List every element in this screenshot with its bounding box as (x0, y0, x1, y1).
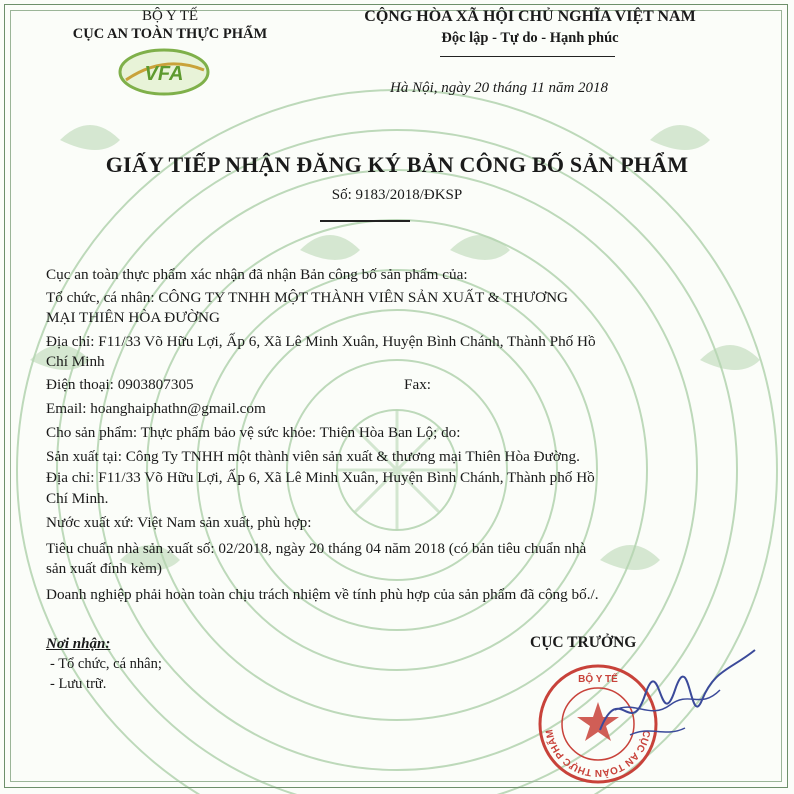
email-text: Email: hoanghaiphathn@gmail.com (46, 400, 266, 417)
issuer-header (40, 8, 300, 43)
fax-label: Fax: (404, 376, 432, 393)
product-text: Cho sản phẩm: Thực phẩm bảo vệ sức khỏe: Thiên Hòa Ban Lộ; do: (46, 424, 461, 441)
standard-line-2: sản xuất đính kèm) (46, 560, 162, 577)
organization-line-2: MẠI THIÊN HÒA ĐƯỜNG (46, 309, 220, 326)
document-number: Số: 9183/2018/ĐKSP (331, 187, 463, 203)
country-name: CỘNG HÒA XÃ HỘI CHỦ NGHĨA VIỆT NAM (364, 8, 696, 25)
producer-address-line-2: Chí Minh. (46, 490, 109, 507)
seal-top-text: BỘ Y TẾ (578, 674, 618, 685)
producer-text: Sản xuất tại: Công Ty TNHH một thành viên sản xuất & thương mại Thiên Hòa Đường. (46, 448, 580, 465)
address-line-1: Địa chỉ: F11/33 Võ Hữu Lợi, Ấp 6, Xã Lê Minh Xuân, Huyện Bình Chánh, Thành Phố Hồ (46, 333, 596, 350)
signer-role: CỤC TRƯỞNG (530, 634, 637, 651)
logo-text: VFA (144, 63, 184, 85)
vfa-logo (116, 46, 212, 98)
origin-text: Nước xuất xứ: Việt Nam sản xuất, phù hợp: (46, 514, 312, 531)
number-underline (320, 220, 410, 222)
ministry-name: BỘ Y TẾ (141, 8, 199, 24)
recipients-title: Nơi nhận: (46, 636, 111, 652)
phone-text: Điện thoại: 0903807305 (46, 376, 194, 393)
handwritten-signature (590, 640, 760, 750)
intro-text: Cục an toàn thực phẩm xác nhận đã nhận Bản công bố sản phẩm của: (46, 266, 468, 283)
producer-address-line-1: Địa chỉ: F11/33 Võ Hữu Lợi, Ấp 6, Xã Lê Minh Xuân, Huyện Bình Chánh, Thành phố Hồ (46, 469, 595, 486)
agency-name: CỤC AN TOÀN THỰC PHẨM (72, 26, 268, 42)
responsibility-text: Doanh nghiệp phải hoàn toàn chịu trách nhiệm về tính phù hợp của sản phẩm đã công bố./. (46, 586, 599, 603)
seal-ring-text: CỤC AN TOÀN THỰC PHẨM (544, 728, 652, 779)
standard-line-1: Tiêu chuẩn nhà sản xuất số: 02/2018, ngày 20 tháng 04 năm 2018 (có bản tiêu chuẩn nhà (46, 540, 587, 557)
organization-line-1: Tổ chức, cá nhân: CÔNG TY TNHH MỘT THÀNH VIÊN SẢN XUẤT & THƯƠNG (46, 289, 569, 306)
nation-header (320, 8, 740, 47)
document-title: GIẤY TIẾP NHẬN ĐĂNG KÝ BẢN CÔNG BỐ SẢN PHẨM (105, 152, 689, 177)
address-line-2: Chí Minh (46, 353, 105, 370)
recipient-item: - Tổ chức, cá nhân; (50, 656, 162, 672)
national-motto: Độc lập - Tự do - Hạnh phúc (441, 30, 619, 46)
recipient-item: - Lưu trữ. (50, 676, 107, 692)
issue-date: Hà Nội, ngày 20 tháng 11 năm 2018 (390, 80, 609, 96)
motto-underline (440, 56, 615, 57)
